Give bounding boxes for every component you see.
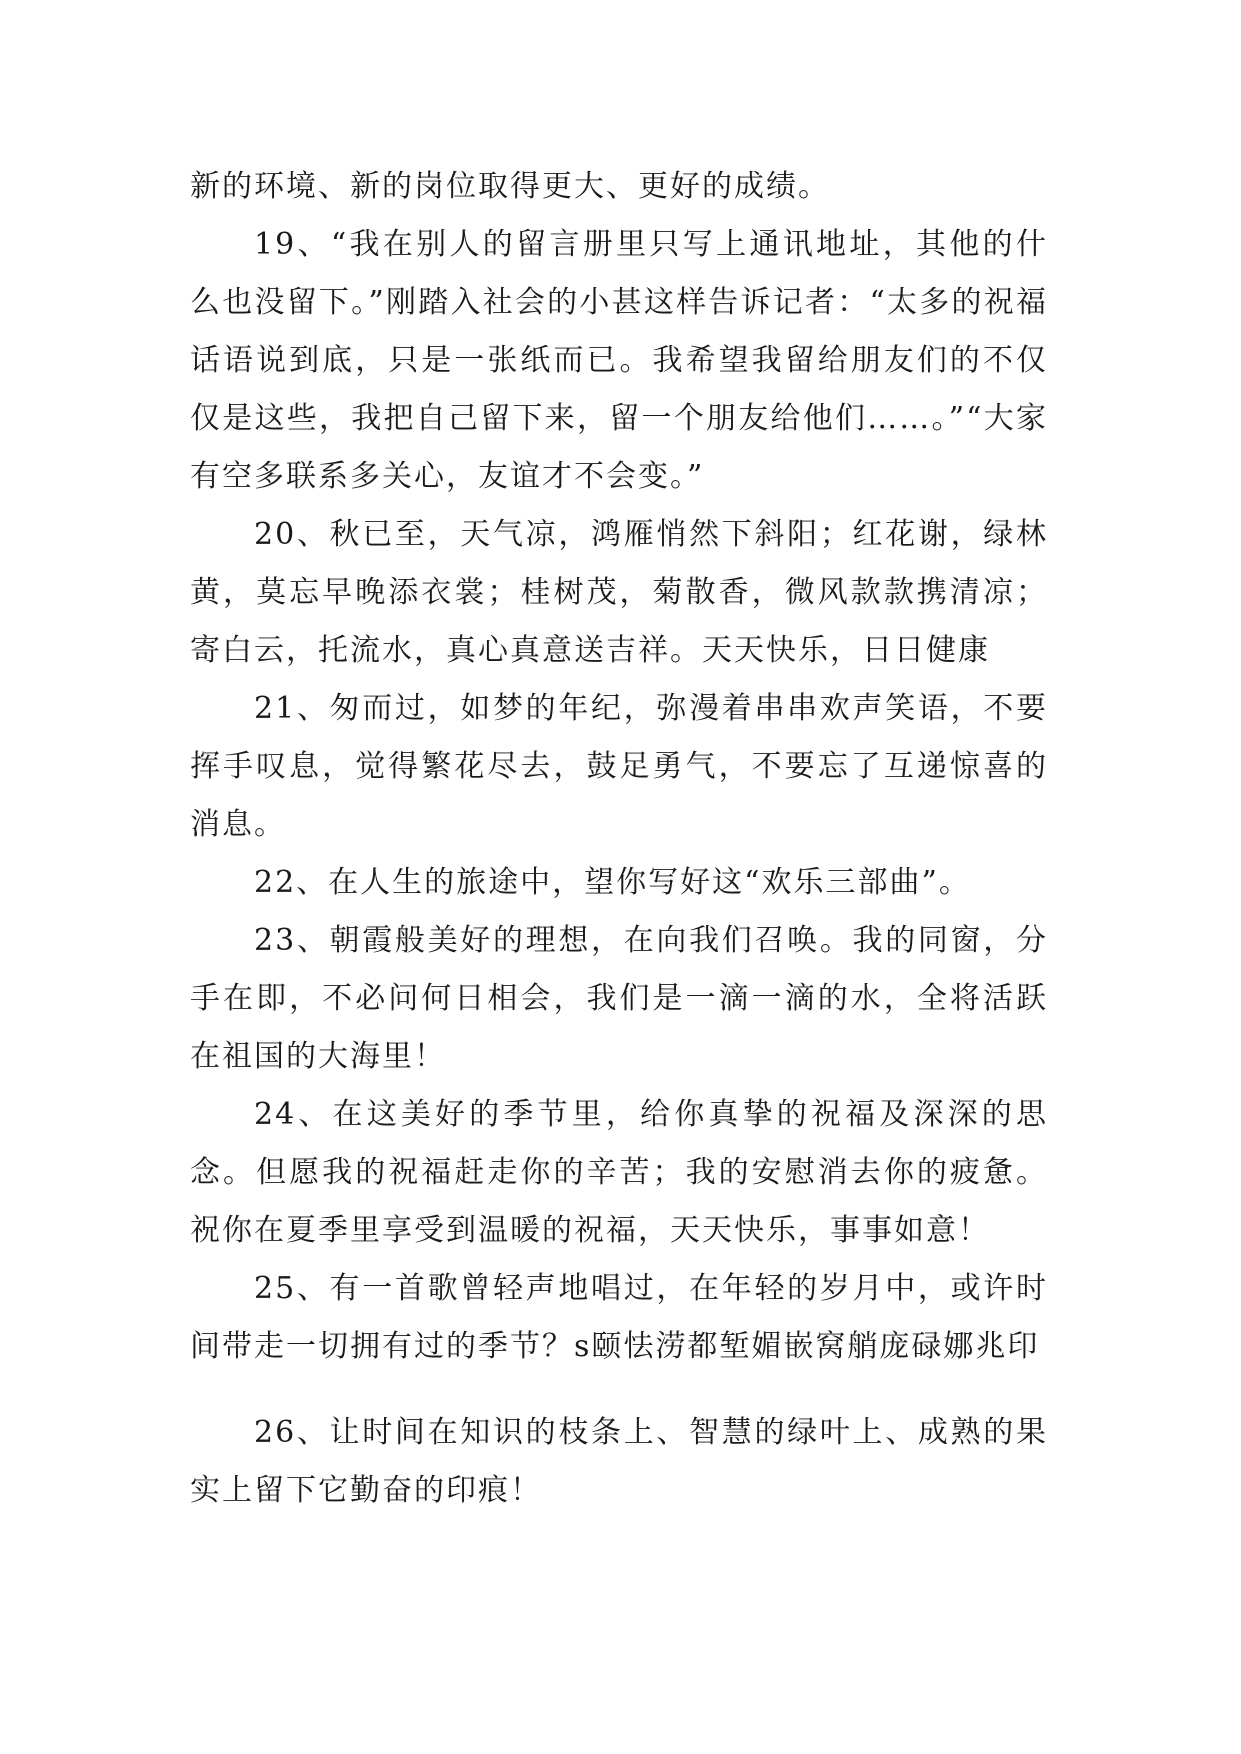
paragraph-22: 22、在人生的旅途中，望你写好这“欢乐三部曲”。 [254,865,971,900]
paragraph-23: 23、朝霞般美好的理想，在向我们召唤。我的同窗，分手在即，不必问何日相会，我们是一滴一滴的水，全将活跃在祖国的大海里！ [190,923,1048,1074]
paragraph-26: 26、让时间在知识的枝条上、智慧的绿叶上、成熟的果实上留下它勤奋的印痕！ [190,1415,1048,1508]
paragraph-19: 19、“我在别人的留言册里只写上通讯地址，其他的什么也没留下。”刚踏入社会的小甚这样告诉记者：“太多的祝福话语说到底，只是一张纸而已。我希望我留给朋友们的不仅仅是这些，我把自己留下来，留一个朋友给他们……。”“大家有空多联系多关心，友谊才不会变。” [190,227,1048,494]
document-page [190,158,1048,1520]
paragraph-21: 21、匆而过，如梦的年纪，弥漫着串串欢声笑语，不要挥手叹息，觉得繁花尽去，鼓足勇气，不要忘了互递惊喜的消息。 [190,691,1048,842]
paragraph-24: 24、在这美好的季节里，给你真挚的祝福及深深的思念。但愿我的祝福赶走你的辛苦；我的安慰消去你的疲惫。祝你在夏季里享受到温暖的祝福，天天快乐，事事如意！ [190,1097,1048,1248]
paragraph-continuation: 新的环境、新的岗位取得更大、更好的成绩。 [190,169,830,204]
paragraph-25: 25、有一首歌曾轻声地唱过，在年轻的岁月中，或许时间带走一切拥有过的季节？s颐怯涝都堑媚嵌窝艄庞碌娜兆印 [190,1271,1048,1364]
paragraph-20: 20、秋已至，天气凉，鸿雁悄然下斜阳；红花谢，绿林黄，莫忘早晚添衣裳；桂树茂，菊散香，微风款款携清凉；寄白云，托流水，真心真意送吉祥。天天快乐，日日健康 [190,517,1048,668]
